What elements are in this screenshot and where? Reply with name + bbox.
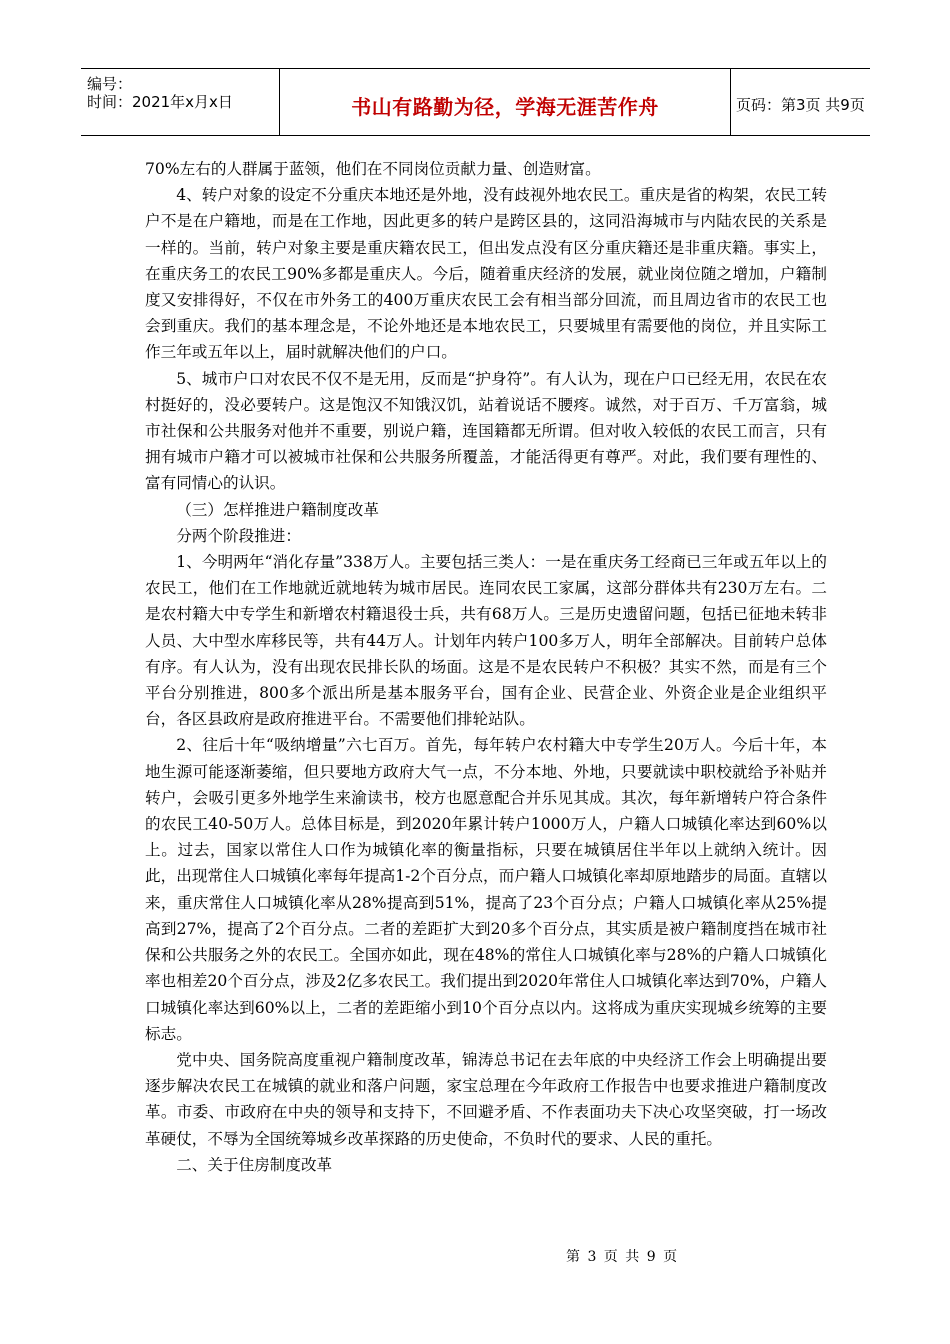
document-body (145, 156, 827, 1178)
body-paragraph: 70%左右的人群属于蓝领，他们在不同岗位贡献力量、创造财富。 (145, 160, 601, 178)
section-heading: 二、关于住房制度改革 (176, 1155, 333, 1174)
body-paragraph: 1、今明两年“消化存量”338万人。主要包括三类人：一是在重庆务工经商已三年或五年以上的农民工，他们在工作地就近就地转为城市居民。连同农民工家属，这部分群体共有230万左右。二是农村籍大中专学生和新增农村籍退役士兵，共有68万人。三是历史遗留问题，包括已征地未转非人员、大中型水库移民等，共有44万人。计划年内转户100多万人，明年全部解决。目前转户总体有序。有人认为，没有出现农民排长队的场面。这是不是农民转户不积极？其实不然，而是有三个平台分别推进，800多个派出所是基本服务平台，国有企业、民营企业、外资企业是企业组织平台，各区县政府是政府推进平台。不需要他们排轮站队。 (145, 553, 827, 729)
header-motto: 书山有路勤为径，学海无涯苦作舟 (351, 95, 659, 119)
document-date-label: 时间：2021年x月x日 (87, 93, 233, 111)
header-page-number: 页码：第3页 共9页 (736, 96, 865, 114)
body-paragraph: 5、城市户口对农民不仅不是无用，反而是“护身符”。有人认为，现在户口已经无用，农民在农村挺好的，没必要转户。这是饱汉不知饿汉饥，站着说话不腰疼。诚然，对于百万、千万富翁，城市社保和公共服务对他并不重要，别说户籍，连国籍都无所谓。但对收入较低的农民工而言，只有拥有城市户籍才可以被城市社保和公共服务所覆盖，才能活得更有尊严。对此，我们要有理性的、富有同情心的认识。 (145, 369, 827, 493)
header-left-cell (81, 69, 279, 135)
body-paragraph: 2、往后十年“吸纳增量”六七百万。首先，每年转户农村籍大中专学生20万人。今后十年，本地生源可能逐渐萎缩，但只要地方政府大气一点，不分本地、外地，只要就读中职校就给予补贴并转户，会吸引更多外地学生来渝读书，校方也愿意配合并乐见其成。其次，每年新增转户符合条件的农民工40-50万人。总体目标是，到2020年累计转户1000万人，户籍人口城镇化率达到60%以上。过去，国家以常住人口作为城镇化率的衡量指标，只要在城镇居住半年以上就纳入统计。因此，出现常住人口城镇化率每年提高1-2个百分点，而户籍人口城镇化率却原地踏步的局面。直辖以来，重庆常住人口城镇化率从28%提高到51%，提高了23个百分点；户籍人口城镇化率从25%提高到27%，提高了2个百分点。二者的差距扩大到20多个百分点，其实质是被户籍制度挡在城市社保和公共服务之外的农民工。全国亦如此，现在48%的常住人口城镇化率与28%的户籍人口城镇化率也相差20个百分点，涉及2亿多农民工。我们提出到2020年常住人口城镇化率达到70%，户籍人口城镇化率达到60%以上，二者的差距缩小到10个百分点以内。这将成为重庆实现城乡统筹的主要标志。 (145, 736, 827, 1043)
page-footer: 第 3 页 共 9 页 (566, 1249, 678, 1265)
body-paragraph: 4、转户对象的设定不分重庆本地还是外地，没有歧视外地农民工。重庆是省的构架，农民工转户不是在户籍地，而是在工作地，因此更多的转户是跨区县的，这同沿海城市与内陆农民的关系是一样的。当前，转户对象主要是重庆籍农民工，但出发点没有区分重庆籍还是非重庆籍。事实上，在重庆务工的农民工90%多都是重庆人。今后，随着重庆经济的发展，就业岗位随之增加，户籍制度又安排得好，不仅在市外务工的400万重庆农民工会有相当部分回流，而且周边省市的农民工也会到重庆。我们的基本理念是，不论外地还是本地农民工，只要城里有需要他的岗位，并且实际工作三年或五年以上，届时就解决他们的户口。 (145, 186, 827, 362)
page-header (81, 68, 870, 136)
document-number-label: 编号： (87, 75, 133, 93)
body-paragraph: 党中央、国务院高度重视户籍制度改革，锦涛总书记在去年底的中央经济工作会上明确提出要逐步解决农民工在城镇的就业和落户问题，家宝总理在今年政府工作报告中也要求推进户籍制度改革。市委、市政府在中央的领导和支持下，不回避矛盾、不作表面功夫下决心攻坚突破，打一场改革硬仗，不辱为全国统筹城乡改革探路的历史使命，不负时代的要求、人民的重托。 (145, 1050, 827, 1148)
body-paragraph: 分两个阶段推进： (176, 526, 301, 545)
header-motto-cell (279, 69, 731, 135)
section-heading: （三）怎样推进户籍制度改革 (176, 500, 379, 519)
